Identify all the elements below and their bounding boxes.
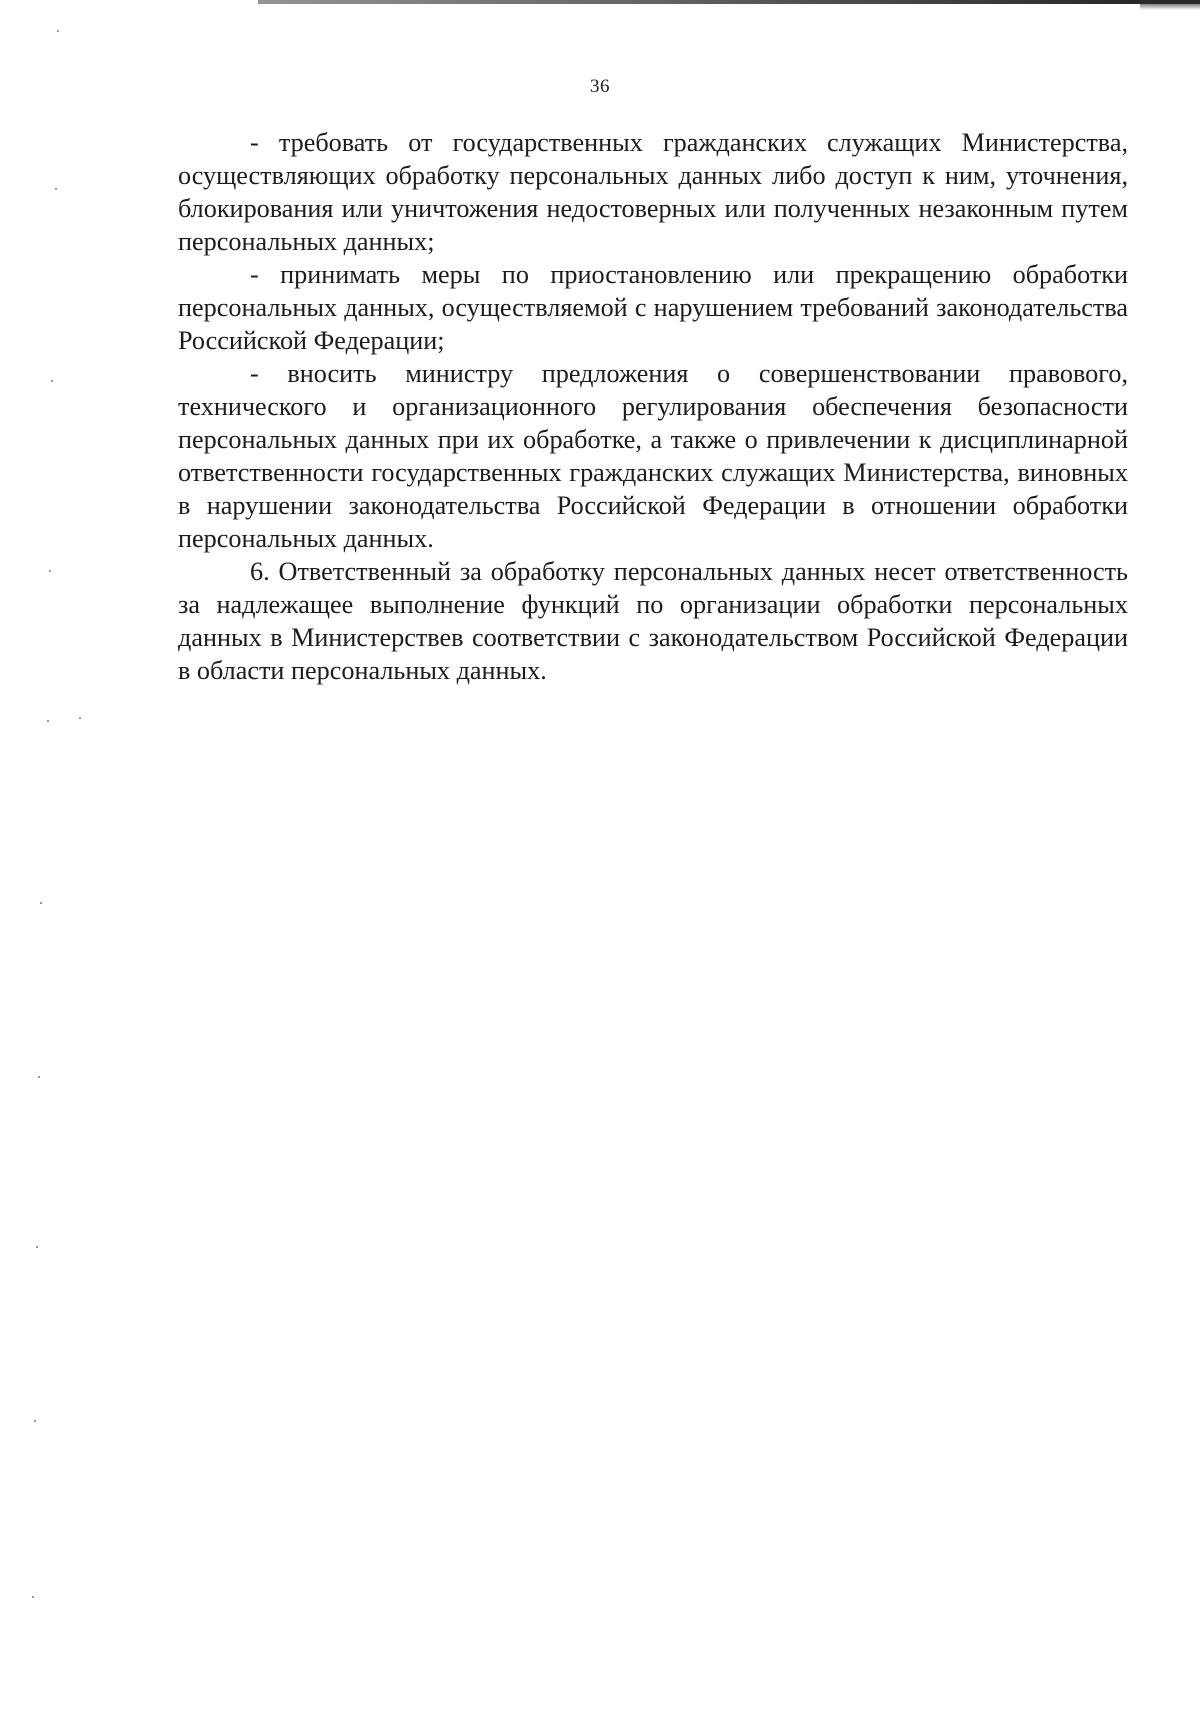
paragraph-suspend-processing: - принимать меры по приостановлению или прекращению обработки персональных данных, осуществляемой с нарушением требований законодательства Российской Федерации; — [178, 260, 1128, 355]
paragraph-item-6-responsibility: 6. Ответственный за обработку персональных данных несет ответственность за надлежащее выполнение функций по организации обработки персональных данных в Министерствев соответствии с законодательством Российской Федерации в области персональных данных. — [178, 557, 1128, 685]
page-number: 36 — [590, 76, 610, 97]
scan-speck — [51, 380, 53, 382]
scan-speck — [34, 1420, 36, 1422]
paragraph-require-clarification: - требовать от государственных гражданских служащих Министерства, осуществляющих обработку персональных данных либо доступ к ним, уточнения, блокирования или уничтожения недостоверных или полученных незаконным путем персональных данных; — [178, 128, 1128, 256]
scan-speck — [49, 570, 51, 572]
document-body — [178, 126, 1128, 687]
scan-speck — [36, 1246, 38, 1248]
scan-speck — [55, 188, 57, 190]
scan-speck — [38, 1076, 40, 1078]
scan-speck — [40, 902, 42, 904]
scan-speck — [32, 1596, 34, 1598]
paragraph-submit-proposals: - вносить министру предложения о совершенствовании правового, технического и организационного регулирования обеспечения безопасности персональных данных при их обработке, а также о привлечении к дисциплинарной ответственности государственных гражданских служащих Министерства, виновных в нарушении законодательства Российской Федерации в отношении обработки персональных данных. — [178, 359, 1128, 553]
scan-top-edge — [258, 0, 1200, 4]
scan-corner-shadow — [1140, 0, 1200, 10]
scan-speck — [79, 717, 81, 719]
scan-speck — [57, 30, 59, 32]
scan-speck — [47, 720, 49, 722]
